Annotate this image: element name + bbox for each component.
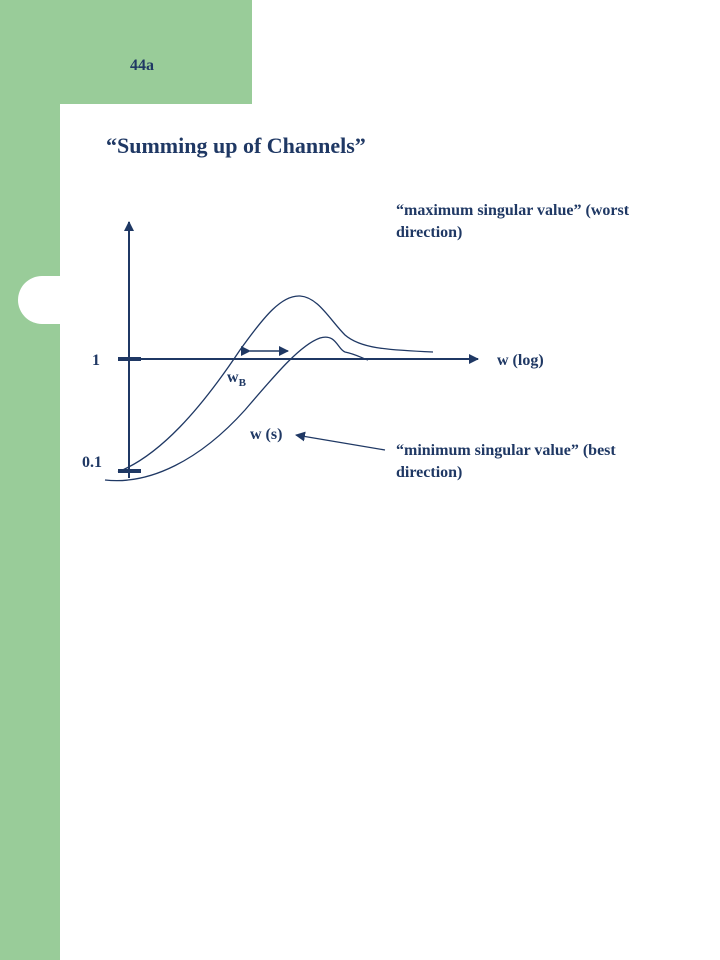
x-axis-label: w (log) [497, 352, 544, 369]
y-tick-label-0.1: 0.1 [82, 454, 102, 471]
page-number: 44a [130, 57, 154, 74]
y-tick-label-1: 1 [92, 352, 100, 369]
bandwidth-label-main: w [227, 369, 239, 386]
min-singular-value-label: “minimum singular value” (best direction) [396, 442, 616, 481]
bandwidth-label [227, 367, 246, 394]
pointer-arrow [296, 435, 385, 450]
bandwidth-label-sub: B [238, 377, 246, 390]
page-title: “Summing up of Channels” [106, 133, 366, 158]
max-singular-value-label: “maximum singular value” (worst direction) [396, 202, 630, 241]
curve-label: w (s) [250, 426, 283, 443]
